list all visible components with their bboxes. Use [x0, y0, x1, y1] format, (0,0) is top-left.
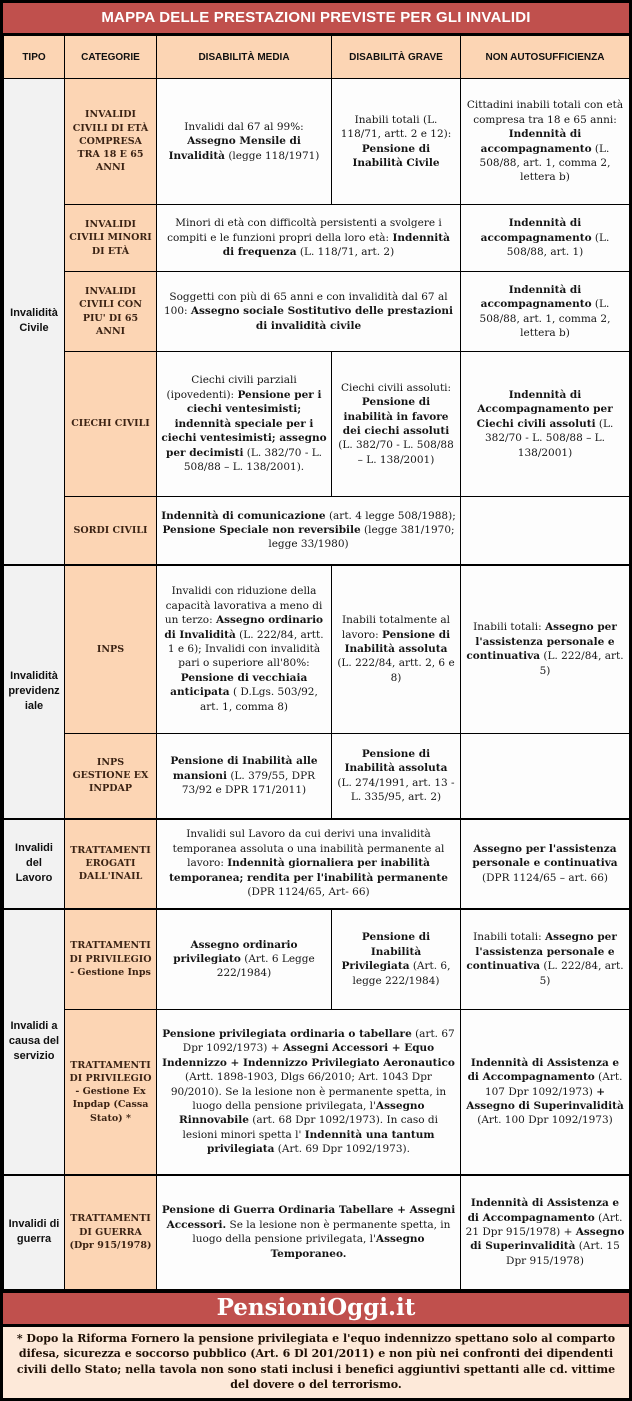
brand-banner: PensioniOggi.it	[3, 1290, 629, 1327]
col-header-disabilita-media: DISABILITÀ MEDIA	[157, 36, 332, 79]
categoria-cell-sordi: SORDI CIVILI	[65, 497, 157, 565]
cell-privilegio-inpdap-non: Indennità di Assistenza e di Accompagnamento (Art. 107 Dpr 1092/1973) + Assegno di Superinvalidità (Art. 100 Dpr 1092/1973)	[461, 1010, 630, 1175]
row-guerra	[4, 1175, 630, 1290]
tipo-cell-invalidi-del-lavoro: Invalidi del Lavoro	[4, 819, 65, 909]
cell-eta1865-media: Invalidi dal 67 al 99%: Assegno Mensile di Invalidità (legge 118/1971)	[157, 79, 332, 205]
footnote-text: * Dopo la Riforma Fornero la pensione privilegiata e l'equo indennizzo spettano solo al comparto difesa, sicurezza e soccorso pubblico (Art. 6 Dl 201/2011) e non più nei confronti dei dipendenti civili dello Stato; nella tavola non sono stati inclusi i benefici aggiuntivi spettanti alle cd. vittime del dovere o del terrorismo.	[3, 1327, 629, 1398]
cell-inpdap-non	[461, 734, 630, 819]
categoria-cell-inps: INPS	[65, 565, 157, 734]
cell-sordi-non	[461, 497, 630, 565]
cell-inpdap-media: Pensione di Inabilità alle mansioni (L. 379/55, DPR 73/92 e DPR 171/2011)	[157, 734, 332, 819]
cell-guerra-non: Indennità di Assistenza e di Accompagnamento (Art. 21 Dpr 915/1978) + Assegno di Superinvalidità (Art. 15 Dpr 915/1978)	[461, 1175, 630, 1290]
cell-privilegio-inpdap-media-grave: Pensione privilegiata ordinaria o tabellare (art. 67 Dpr 1092/1973) + Assegni Accessori + Equo Indennizzo + Indennizzo Privilegiato Aeronautico (Artt. 1898-1903, Dlgs 66/2010; Art. 1043 Dpr 90/2010). Se la lesione non è permanente spetta, in luogo della pensione privilegata, l'Assegno Rinnovabile (art. 68 Dpr 1092/1973). In caso di lesioni minori spetta l' Indennità una tantum privilegiata (Art. 69 Dpr 1092/1973).	[157, 1010, 461, 1175]
cell-eta1865-grave: Inabili totali (L. 118/71, artt. 2 e 12): Pensione di Inabilità Civile	[332, 79, 461, 205]
row-sordi-civili	[4, 497, 630, 565]
cell-inpdap-grave: Pensione di Inabilità assoluta (L. 274/1991, art. 13 - L. 335/95, art. 2)	[332, 734, 461, 819]
row-ciechi-civili	[4, 352, 630, 497]
benefits-table	[3, 35, 630, 1290]
categoria-cell-inpdap: INPS GESTIONE EX INPDAP	[65, 734, 157, 819]
cell-inps-non: Inabili totali: Assegno per l'assistenza personale e continuativa (L. 222/84, art. 5)	[461, 565, 630, 734]
cell-privilegio-inps-grave: Pensione di Inabilità Privilegiata (Art. 6, legge 222/1984)	[332, 909, 461, 1010]
categoria-cell-eta1865: INVALIDI CIVILI DI ETÀ COMPRESA TRA 18 E 65 ANNI	[65, 79, 157, 205]
categoria-cell-ciechi: CIECHI CIVILI	[65, 352, 157, 497]
tipo-cell-invalidita-civile: Invalidità Civile	[4, 79, 65, 565]
row-invalidi-civili-over65	[4, 272, 630, 352]
cell-inps-media: Invalidi con riduzione della capacità lavorativa a meno di un terzo: Assegno ordinario di Invalidità (L. 222/84, artt. 1 e 6); Invalidi con invalidità pari o superiore all'80%: Pensione di vecchiaia anticipata ( D.Lgs. 503/92, art. 1, comma 8)	[157, 565, 332, 734]
cell-minori-non: Indennità di accompagnamento (L. 508/88, art. 1)	[461, 205, 630, 272]
cell-ciechi-non: Indennità di Accompagnamento per Ciechi civili assoluti (L. 382/70 - L. 508/88 – L. 138/2001)	[461, 352, 630, 497]
tipo-cell-invalidi-di-guerra: Invalidi di guerra	[4, 1175, 65, 1290]
cell-inail-non: Assegno per l'assistenza personale e continuativa (DPR 1124/65 – art. 66)	[461, 819, 630, 909]
col-header-tipo: TIPO	[4, 36, 65, 79]
categoria-cell-minori: INVALIDI CIVILI MINORI DI ETÀ	[65, 205, 157, 272]
row-invalidi-civili-minori	[4, 205, 630, 272]
tipo-cell-invalidi-servizio: Invalidi a causa del servizio	[4, 909, 65, 1175]
row-invalidi-civili-18-65	[4, 79, 630, 205]
cell-ciechi-media: Ciechi civili parziali (ipovedenti): Pensione per i ciechi ventesimisti; indennità speciale per i ciechi ventesimisti; assegno per decimisti (L. 382/70 - L. 508/88 – L. 138/2001).	[157, 352, 332, 497]
cell-minori-media-grave: Minori di età con difficoltà persistenti a svolgere i compiti e le funzioni propri della loro età: Indennità di frequenza (L. 118/71, art. 2)	[157, 205, 461, 272]
col-header-non-autosufficienza: NON AUTOSUFFICIENZA	[461, 36, 630, 79]
row-inps	[4, 565, 630, 734]
categoria-cell-inail: TRATTAMENTI EROGATI DALL'INAIL	[65, 819, 157, 909]
col-header-categorie: CATEGORIE	[65, 36, 157, 79]
categoria-cell-over65: INVALIDI CIVILI CON PIU' DI 65 ANNI	[65, 272, 157, 352]
page-title: MAPPA DELLE PRESTAZIONI PREVISTE PER GLI INVALIDI	[3, 3, 629, 35]
cell-over65-non: Indennità di accompagnamento (L. 508/88, art. 1, comma 2, lettera b)	[461, 272, 630, 352]
cell-eta1865-non: Cittadini inabili totali con età compresa tra 18 e 65 anni: Indennità di accompagnamento (L. 508/88, art. 1, comma 2, lettera b)	[461, 79, 630, 205]
cell-privilegio-inps-media: Assegno ordinario privilegiato (Art. 6 Legge 222/1984)	[157, 909, 332, 1010]
categoria-cell-privilegio-inpdap: TRATTAMENTI DI PRIVILEGIO - Gestione Ex Inpdap (Cassa Stato) *	[65, 1010, 157, 1175]
tipo-cell-invalidita-previdenziale: Invalidità previdenziale	[4, 565, 65, 819]
cell-guerra-media-grave: Pensione di Guerra Ordinaria Tabellare + Assegni Accessori. Se la lesione non è permanente spetta, in luogo della pensione privilegata, l'Assegno Temporaneo.	[157, 1175, 461, 1290]
header-row	[4, 36, 630, 79]
cell-privilegio-inps-non: Inabili totali: Assegno per l'assistenza personale e continuativa (L. 222/84, art. 5)	[461, 909, 630, 1010]
categoria-cell-guerra: TRATTAMENTI DI GUERRA (Dpr 915/1978)	[65, 1175, 157, 1290]
categoria-cell-privilegio-inps: TRATTAMENTI DI PRIVILEGIO - Gestione Inps	[65, 909, 157, 1010]
row-privilegio-inpdap	[4, 1010, 630, 1175]
col-header-disabilita-grave: DISABILITÀ GRAVE	[332, 36, 461, 79]
row-inail	[4, 819, 630, 909]
cell-inps-grave: Inabili totalmente al lavoro: Pensione di Inabilità assoluta (L. 222/84, artt. 2, 6 e 8)	[332, 565, 461, 734]
row-privilegio-inps	[4, 909, 630, 1010]
cell-sordi-media-grave: Indennità di comunicazione (art. 4 legge 508/1988); Pensione Speciale non reversibile (legge 381/1970; legge 33/1980)	[157, 497, 461, 565]
cell-ciechi-grave: Ciechi civili assoluti: Pensione di inabilità in favore dei ciechi assoluti (L. 382/70 - L. 508/88 – L. 138/2001)	[332, 352, 461, 497]
cell-over65-media-grave: Soggetti con più di 65 anni e con invalidità dal 67 al 100: Assegno sociale Sostitutivo delle prestazioni di invalidità civile	[157, 272, 461, 352]
row-inps-ex-inpdap	[4, 734, 630, 819]
cell-inail-media-grave: Invalidi sul Lavoro da cui derivi una invalidità temporanea assoluta o una inabilità permanente al lavoro: Indennità giornaliera per inabilità temporanea; rendita per l'inabilità permanente (DPR 1124/65, Art- 66)	[157, 819, 461, 909]
